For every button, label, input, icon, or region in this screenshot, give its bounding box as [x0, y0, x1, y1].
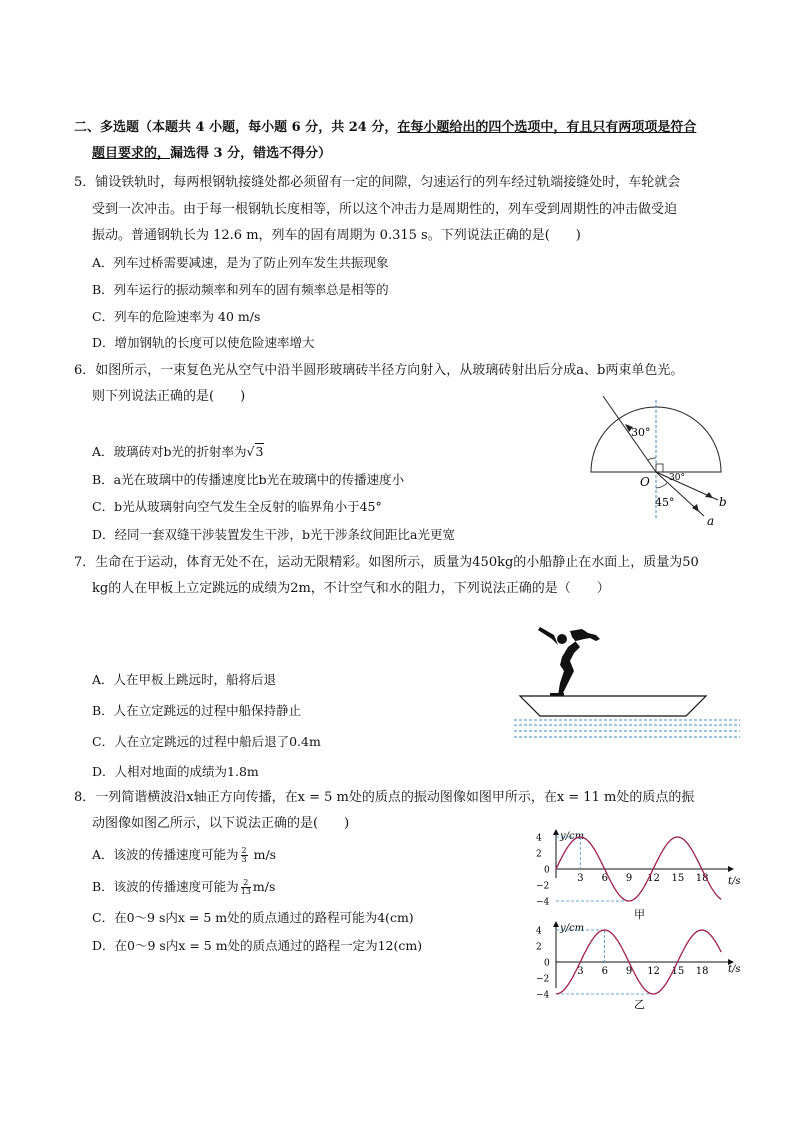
graph-yi-ylabel: y/cm: [560, 923, 585, 934]
q6-option-b[interactable]: B．a光在玻璃中的传播速度比b光在玻璃中的传播速度小: [92, 472, 405, 487]
graph-yi-ytick-3: −4: [536, 990, 550, 1001]
graph-yi-xtick-4: 15: [671, 966, 685, 977]
q8-option-b-fraction: [241, 879, 251, 896]
graph-jia-xtick-3: 12: [647, 873, 660, 884]
graph-yi-xtick-0: 3: [577, 966, 584, 977]
q8-option-a-numerator: 2: [241, 846, 247, 855]
graph-yi-ytick-0: 4: [536, 926, 542, 937]
jumper-arms: [538, 627, 558, 645]
angle-mark-45: [656, 483, 667, 488]
q8-option-a-denominator: 3: [241, 855, 247, 864]
section-title-line2-underlined: 题目要求的，: [92, 146, 171, 161]
right-angle-mark: [656, 464, 663, 472]
graph-jia-ytick-2: −2: [536, 881, 550, 892]
fig-angle-30-right: 30°: [669, 473, 685, 483]
q8-option-d[interactable]: D．在0～9 s内x = 5 m处的质点通过的路程一定为12(cm): [92, 938, 423, 953]
graph-yi-xtick-2: 9: [625, 966, 633, 977]
graph-jia-ytick-0: 4: [536, 833, 542, 844]
q5-option-a[interactable]: A．列车过桥需要减速，是为了防止列车发生共振现象: [92, 255, 389, 270]
graph-yi-xtick-1: 6: [601, 966, 608, 977]
q8-option-a-unit: m/s: [253, 847, 277, 862]
graph-jia-ytick-3: −4: [536, 897, 550, 908]
graph-jia-xtick-5: 18: [695, 873, 709, 884]
q7-option-a[interactable]: A．人在甲板上跳远时，船将后退: [92, 672, 277, 687]
q6-option-a-text: A．玻璃砖对b光的折射率为: [92, 444, 247, 459]
graph-yi-xtick-3: 12: [647, 966, 660, 977]
graph-jia-ytick-1: 2: [536, 849, 542, 860]
fig-label-o: O: [640, 475, 650, 489]
q8-option-b-denominator: 13: [240, 887, 251, 896]
graph-jia-caption: 甲: [634, 908, 645, 921]
q6-option-a-sqrt: √3: [246, 444, 264, 459]
graph-jia-xtick-1: 6: [601, 873, 608, 884]
q7-stem-line2: kg的人在甲板上立定跳远的成绩为2m，不计空气和水的阻力，下列说法正确的是（ ）: [92, 581, 610, 596]
graph-jia-ylabel: y/cm: [560, 831, 585, 842]
q8-option-b-text: B．该波的传播速度可能为: [92, 879, 239, 894]
fig-angle-45: 45°: [655, 496, 675, 509]
fig-label-a: a: [707, 514, 715, 528]
q8-option-a-fraction: [241, 847, 248, 864]
section-title-line2: [92, 145, 331, 163]
fig-label-b: b: [719, 495, 727, 509]
graph-jia: [530, 826, 746, 922]
q5-stem-line1: 5．铺设铁轨时，每两根钢轨接缝处都必须留有一定的间隙，匀速运行的列车经过轨端接缝处时，车轮就会: [74, 175, 681, 190]
graph-yi-ytick-1: 2: [536, 942, 542, 953]
q7-option-c[interactable]: C．人在立定跳远的过程中船后退了0.4m: [92, 734, 321, 749]
section-title: [74, 119, 696, 137]
section-title-underlined: 在每小题给出的四个选项中，有且只有两项项是符合: [397, 120, 697, 135]
q8-option-b-unit: m/s: [252, 879, 276, 894]
q5-option-b[interactable]: B．列车运行的振动频率和列车的固有频率总是相等的: [92, 282, 389, 297]
q8-stem-line2: 动图像如图乙所示，以下说法正确的是( ): [92, 816, 350, 831]
q8-option-b-numerator: 2: [241, 879, 251, 888]
graph-yi-y-arrow: [553, 921, 559, 927]
graph-jia-xtick-0: 3: [577, 873, 584, 884]
graph-yi-caption: 乙: [634, 998, 645, 1011]
angle-mark-30: [648, 458, 656, 460]
graph-yi-xlabel: t/s: [728, 964, 741, 975]
section-title-line2-rest: 漏选得 3 分，错选不得分）: [170, 146, 332, 161]
q8-option-a-text: A．该波的传播速度可能为: [92, 847, 239, 862]
section-title-prefix: 二、多选题（本题共 4 小题，每小题 6 分，共 24 分，: [74, 120, 398, 135]
graph-jia-y-arrow: [553, 829, 559, 835]
fig-angle-30-top: 30°: [631, 426, 651, 439]
graph-jia-dyn: [536, 834, 721, 908]
q6-option-a-radicand: 3: [255, 444, 264, 459]
jumper-head: [557, 634, 567, 644]
q8-option-a[interactable]: [92, 846, 276, 864]
graph-jia-xtick-4: 15: [671, 873, 685, 884]
q8-option-c[interactable]: C．在0～9 s内x = 5 m处的质点通过的路程可能为4(cm): [92, 910, 414, 925]
q6-stem-line1: 6．如图所示，一束复色光从空气中沿半圆形玻璃砖半径方向射入，从玻璃砖射出后分成a、b两束单色光。: [74, 363, 684, 378]
ray-a-arrow: [692, 504, 699, 512]
q6-figure: [585, 392, 735, 532]
q6-stem-line2: 则下列说法正确的是( ): [92, 389, 246, 404]
q5-stem-line2: 受到一次冲击。由于每一根钢轨长度相等，所以这个冲击力是周期性的，列车受到周期性的冲击做受迫: [92, 202, 678, 217]
graph-jia-origin: 0: [544, 865, 550, 876]
graph-jia-x-arrow: [728, 866, 734, 872]
graph-yi-ytick-2: −2: [536, 974, 550, 985]
q7-option-d[interactable]: D．人相对地面的成绩为1.8m: [92, 764, 259, 779]
graph-yi-xtick-5: 18: [695, 966, 709, 977]
q6-option-c[interactable]: C．b光从玻璃射向空气发生全反射的临界角小于45°: [92, 499, 382, 514]
q7-stem-line1: 7．生命在于运动，体育无处不在，运动无限精彩。如图所示，质量为450kg的小船静止在水面上，质量为50: [74, 555, 699, 570]
q5-option-c[interactable]: C．列车的危险速率为 40 m/s: [92, 309, 261, 324]
q6-option-d[interactable]: D．经同一套双缝干涉装置发生干涉，b光干涉条纹间距比a光更宽: [92, 527, 455, 542]
graph-yi: [530, 918, 746, 1014]
q6-option-a[interactable]: [92, 443, 264, 461]
graph-yi-dyn: [536, 927, 721, 1001]
q5-option-d[interactable]: D．增加钢轨的长度可以使危险速率增大: [92, 335, 315, 350]
graph-jia-xlabel: t/s: [728, 876, 741, 887]
graph-jia-xtick-2: 9: [625, 873, 633, 884]
boat-hull: [520, 696, 706, 716]
q7-figure: [510, 625, 746, 745]
q8-stem-line1: 8．一列简谐横波沿x轴正方向传播，在x = 5 m处的质点的振动图像如图甲所示，在x = 11 m处的质点的振: [74, 790, 695, 805]
graph-yi-origin: 0: [544, 958, 550, 969]
q5-stem-line3: 振动。普通钢轨长为 12.6 m，列车的固有周期为 0.315 s。下列说法正确的是( ): [92, 228, 581, 243]
q7-option-b[interactable]: B．人在立定跳远的过程中船保持静止: [92, 703, 302, 718]
q8-option-b[interactable]: [92, 878, 275, 896]
